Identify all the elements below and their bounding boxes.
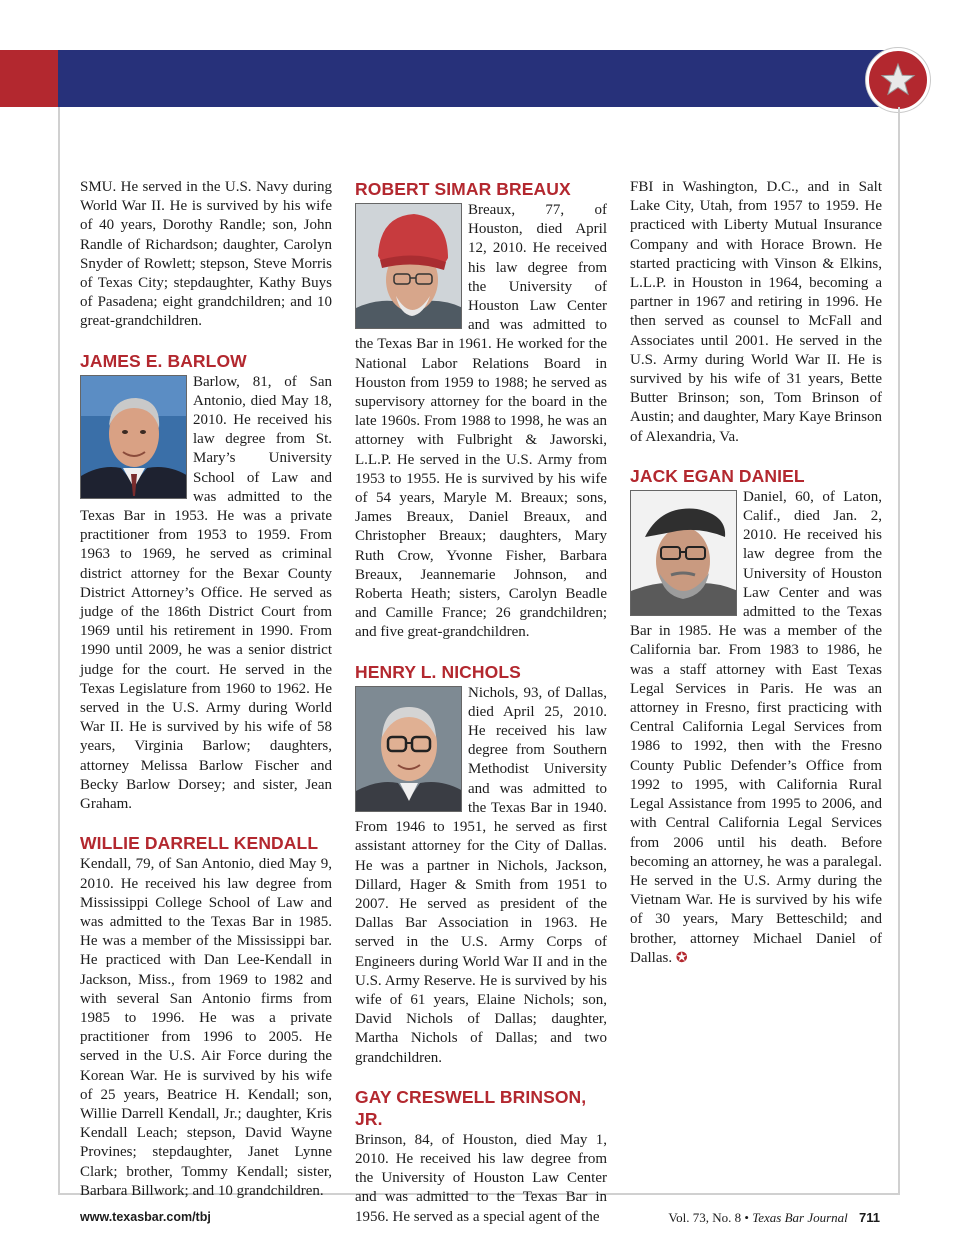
column-1 bbox=[80, 178, 332, 1201]
obituary-continuation-brinson: FBI in Washington, D.C., and in Salt Lake City, Utah, from 1957 to 1959. He practiced with Liberty Mutual Insurance Company and with Horace Brown. He started practicing with Vinson & Elkins, L.L.P. in Houston in 1964, becoming a partner in 1967 and retiring in 1996. He then served as counsel to McFall and Associates until 2001. He served in the U.S. Army during World War II. He is survived by his wife of 31 years, Bette Butter Brinson; son, Tom Brinson of Austin; and daughter, Mary Kaye Brinson of Alexandria, Va. bbox=[630, 179, 882, 445]
column-3 bbox=[630, 178, 882, 968]
obituary-heading-breaux: ROBERT SIMAR BREAUX bbox=[355, 179, 571, 199]
obituary-heading-brinson: GAY CRESWELL BRINSON, JR. bbox=[355, 1086, 587, 1129]
obituary-text-nichols: Nichols, 93, of Dallas, died April 25, 2010. He received his law degree from Southern Methodist University and was admitted to the Texas Bar in 1940. From 1946 to 1951, he served as first assistant attorney for the City of Dallas. He was a partner in Nichols, Jackson, Dillard, Hager & Smith from 1951 to 2007. He served as president of the Dallas Bar Association in 1963. He served in the U.S. Army Corps of Engineers during World War II and in the U.S. Army Reserve. He is survived by his wife of 61 years, Elaine Nichols; son, David Nichols of Dallas; daughter, Martha Nichols of Dallas; and two grandchildren. bbox=[355, 684, 607, 1066]
obituary-text-brinson: Brinson, 84, of Houston, died May 1, 2010. He received his law degree from the University of Houston Law Center and was admitted to the Texas Bar in 1956. He served as a special agent of the bbox=[355, 1131, 607, 1225]
header-band-red bbox=[0, 50, 58, 107]
portrait-photo-barlow bbox=[80, 375, 187, 499]
obituary-heading-daniel: JACK EGAN DANIEL bbox=[630, 465, 805, 486]
footer-url: www.texasbar.com/tbj bbox=[80, 1210, 211, 1224]
portrait-photo-daniel bbox=[630, 490, 737, 616]
footer-volume: Vol. 73, No. 8 bbox=[668, 1210, 742, 1225]
footer-separator: • bbox=[744, 1210, 749, 1225]
portrait-photo-nichols bbox=[355, 686, 462, 812]
obituary-text-barlow: Barlow, 81, of San Antonio, died May 18, 2010. He received his law degree from St. Mary’s University School of Law and was admitted to the Texas Bar in 1953. He was a private practitioner from 1953 to 1959. From 1963 to 1969, he served as criminal district attorney for the Bexar County District Attorney’s Office. He served as judge of the 186th District Court from 1969 until his retirement in 1990. From 1990 until 2009, he was a senior district judge for the court. He served in the Texas Legislature from 1960 to 1962. He served in the U.S. Army during World War II. He is survived by his wife of 58 years, Virginia Barlow; daughters, attorney Melissa Barlow Fischer and Becky Barlow Dorsey; and sister, Jean Graham. bbox=[80, 373, 332, 813]
obituary-text-breaux: Breaux, 77, of Houston, died April 12, 2010. He received his law degree from the University of Houston Law Center and was admitted to the Texas Bar in 1961. He worked for the National Labor Relations Board in Houston from 1959 to 1988; he served as supervisory attorney for the board in the late 1960s. From 1988 to 1998, he was an attorney with Fulbright & Jaworski, L.L.P. He served in the U.S. Army from 1953 to 1955. He is survived by his wife of 54 years, Maryle M. Breaux; sons, James Breaux, Daniel Breaux, and Christopher Breaux; daughters, Mary Ruth Crow, Yvonne Fisher, Barbara Breaux, Jeannemarie Johnson, and Roberta Heath; sisters, Carolyn Beadle and Camille France; 26 grandchildren; and five great-grandchildren. bbox=[355, 202, 607, 641]
obituary-body-daniel: Daniel, 60, of Laton, Calif., died Jan. 2, 2010. He received his law degree from the University of Houston Law Center and was admitted to the Texas Bar in 1985. He was a member of the California bar. From 1983 to 1986, he was a staff attorney with East Texas Legal Services in Paris. He was an attorney in Fresno, first practicing with Central California Legal Services from 1986 to 1992, then with the Fresno County Public Defender’s Office from 1992 to 1995, with California Rural Legal Assistance from 1995 to 2006, and with Central California Legal Services from 2006 until his death. Before becoming an attorney, he was a paralegal. He served in the U.S. Army during the Vietnam War. He is survived by his wife of 30 years, Mary Betteschild; and brother, attorney Michael Daniel of Dallas. bbox=[630, 488, 882, 966]
portrait-photo-breaux bbox=[355, 203, 462, 329]
obituary-text-kendall: Kendall, 79, of San Antonio, died May 9, 2010. He received his law degree from Mississippi College School of Law and was admitted to the Texas Bar in 1985. He was a member of the Mississippi bar. He practiced with Dan Lee-Kendall in Jackson, Miss., from 1969 to 1982 and with several San Antonio firms from 1985 to 1996. He was a private practitioner from 1996 to 2005. He served in the U.S. Air Force during the Korean War. He is survived by his wife of 25 years, Beatrice H. Kendall; son, Willie Darrell Kendall, Jr.; daughter, Kris Kendall Leach; stepson, David Wayne Provines; stepdaughter, Janet Lynne Clark; brother, Tommy Kendall; sister, Barbara Billwork; and 10 grandchildren. bbox=[80, 856, 332, 1199]
obituary-heading-barlow: JAMES E. BARLOW bbox=[80, 350, 247, 371]
footer-journal: Texas Bar Journal bbox=[752, 1210, 848, 1225]
obituary-heading-kendall: WILLIE DARRELL KENDALL bbox=[80, 833, 319, 854]
page-number: 711 bbox=[859, 1210, 880, 1225]
end-star-icon: ✪ bbox=[675, 950, 688, 966]
star-icon bbox=[866, 48, 930, 112]
obituary-heading-nichols: HENRY L. NICHOLS bbox=[355, 661, 521, 682]
column-2 bbox=[355, 178, 607, 1227]
footer-info bbox=[668, 1210, 880, 1226]
obituary-continuation: SMU. He served in the U.S. Navy during World War II. He is survived by his wife of 40 years, Dorothy Randle; son, John Randle of Richardson; daughter, Carolyn Snyder of Rowlett; stepson, Steve Morris of Texas City; stepdaughter, Kathy Buys of Pasadena; eight grandchildren; and 10 great-grandchildren. bbox=[80, 179, 332, 330]
header-band-blue bbox=[58, 50, 904, 107]
